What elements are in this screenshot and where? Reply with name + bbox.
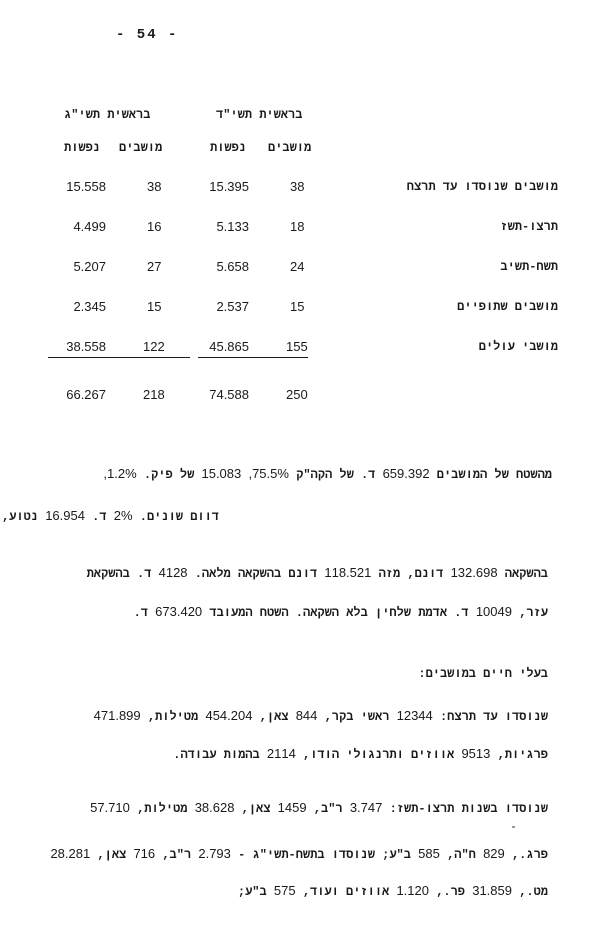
paragraph-area-line-2: דוום שונים. 2% ד. 16.954 נטוע, (1, 508, 219, 524)
cell-settlements-5713: 122 (143, 339, 165, 354)
header-year-5713: בראשית תשי"ג (64, 108, 151, 122)
livestock-p2-line-3: מט., 31.859 פר., 1.120 אווזים ועוד, 575 ב"ע; (237, 883, 548, 899)
total-souls-5714: 74.588 (209, 387, 249, 402)
scan-speck (512, 826, 515, 828)
total-souls-5713: 66.267 (66, 387, 106, 402)
row-label: מושבי עולים (478, 340, 558, 354)
row-label: תרצו-תשז (500, 220, 558, 234)
livestock-p2-line-1: שנוסדו בשנות תרצו-תשז: 3.747 ר"ב, 1459 צאן, 38.628 מטילות, 57.710 (90, 800, 548, 816)
cell-souls-5714: 5.658 (216, 259, 249, 274)
cell-souls-5714: 15.395 (209, 179, 249, 194)
col-souls-5713: נפשות (64, 141, 101, 155)
paragraph-irrigation-line-2: עזר, 10049 ד. אדמת שלחין בלא השקאה. השטח המעובד 673.420 ד. (133, 604, 548, 620)
col-souls-5714: נפשות (210, 141, 247, 155)
cell-settlements-5714: 24 (290, 259, 305, 274)
cell-souls-5714: 45.865 (209, 339, 249, 354)
livestock-p1-line-2: פרגיות, 9513 אווזים ותרנגולי הודו, 2114 בהמות עבודה. (173, 746, 548, 762)
row-label: מושבים שתופיים (457, 300, 558, 314)
paragraph-irrigation-line-1: בהשקאה 132.698 דונם, מזה 118.521 דונם בהשקאה מלאה. 4128 ד. בהשקאת (86, 565, 548, 581)
cell-souls-5714: 5.133 (216, 219, 249, 234)
total-settlements-5713: 218 (143, 387, 165, 402)
col-settlements-5713: מושבים (119, 141, 163, 155)
cell-souls-5713: 15.558 (66, 179, 106, 194)
cell-souls-5713: 2.345 (73, 299, 106, 314)
cell-souls-5713: 4.499 (73, 219, 106, 234)
header-year-5714: בראשית תשי"ד (216, 108, 303, 122)
row-label: מושבים שנוסדו עד תרצח (406, 180, 558, 194)
cell-souls-5713: 5.207 (73, 259, 106, 274)
cell-settlements-5713: 38 (147, 179, 162, 194)
cell-settlements-5714: 18 (290, 219, 305, 234)
cell-settlements-5714: 38 (290, 179, 305, 194)
cell-settlements-5713: 16 (147, 219, 162, 234)
total-settlements-5714: 250 (286, 387, 308, 402)
page-number: - 54 - (116, 27, 179, 43)
cell-settlements-5714: 15 (290, 299, 305, 314)
cell-settlements-5713: 27 (147, 259, 162, 274)
livestock-p2-line-2: פרג., 829 ח"ה, 585 ב"ע; שנוסדו בתשח-תשי"ג - 2.793 ר"ב, 716 צאן, 28.281 (50, 846, 548, 862)
cell-settlements-5713: 15 (147, 299, 162, 314)
paragraph-area-line-1: מהשטח של המושבים 659.392 ד. של הקה"ק 75.5%, 15.083 של פיק. 1.2%, (103, 466, 552, 482)
row-label: תשח-תשיב (500, 260, 558, 274)
livestock-heading: בעלי חיים במושבים: (418, 667, 548, 681)
col-settlements-5714: מושבים (268, 141, 312, 155)
cell-souls-5714: 2.537 (216, 299, 249, 314)
livestock-p1-line-1: שנוסדו עד תרצח: 12344 ראשי בקר, 844 צאן, 454.204 מטילות, 471.899 (93, 708, 548, 724)
cell-settlements-5714: 155 (286, 339, 308, 354)
cell-souls-5713: 38.558 (66, 339, 106, 354)
